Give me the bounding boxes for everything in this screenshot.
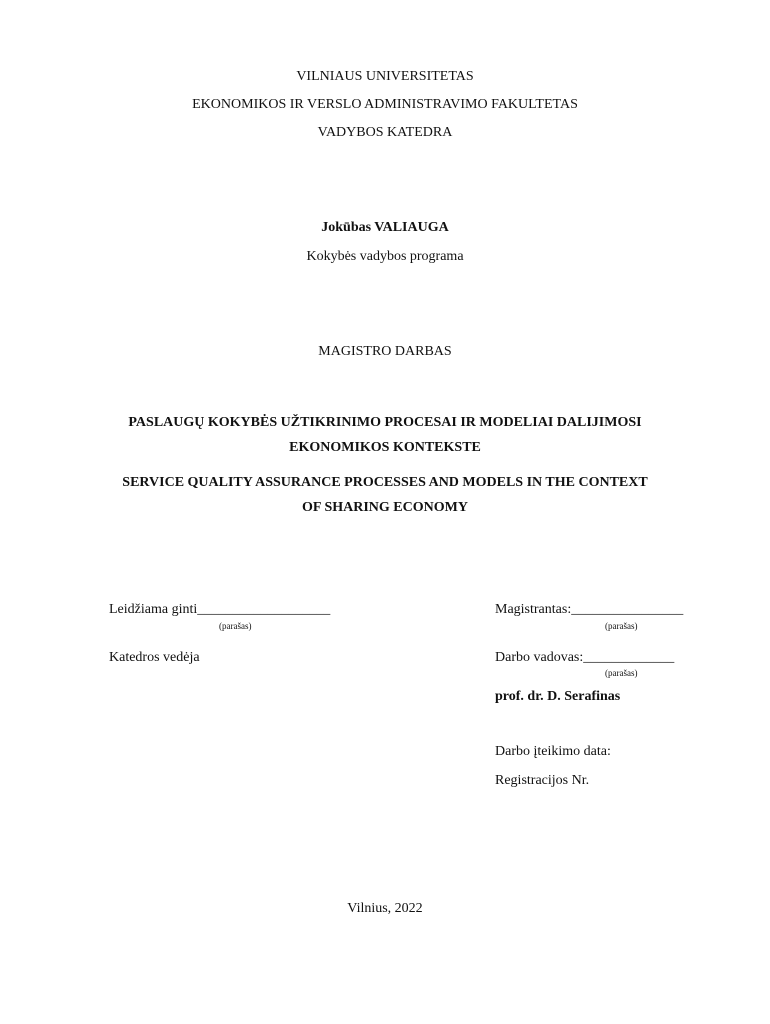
thesis-title-lt-line2: EKONOMIKOS KONTEKSTE	[289, 440, 481, 455]
allow-defend-signature-caption: (parašas)	[219, 621, 252, 631]
supervisor-name: prof. dr. D. Serafinas	[495, 689, 621, 704]
department-name: VADYBOS KATEDRA	[317, 125, 453, 140]
student-signature-caption: (parašas)	[605, 621, 638, 631]
supervisor-signature-line: Darbo vadovas:_____________	[495, 650, 675, 665]
submission-date-label: Darbo įteikimo data:	[495, 744, 611, 759]
study-program: Kokybės vadybos programa	[306, 249, 464, 264]
thesis-title-en-line2: OF SHARING ECONOMY	[302, 500, 468, 515]
student-signature-line: Magistrantas:________________	[495, 602, 684, 617]
author-name: Jokūbas VALIAUGA	[321, 220, 449, 235]
place-and-year: Vilnius, 2022	[347, 901, 423, 916]
thesis-title-en-line1: SERVICE QUALITY ASSURANCE PROCESSES AND MODELS IN THE CONTEXT	[122, 475, 648, 490]
head-of-department-label: Katedros vedėja	[109, 650, 200, 665]
registration-number-label: Registracijos Nr.	[495, 773, 590, 788]
university-name: VILNIAUS UNIVERSITETAS	[296, 69, 474, 84]
allow-defend-signature-line: Leidžiama ginti___________________	[109, 602, 331, 617]
work-type: MAGISTRO DARBAS	[318, 344, 452, 359]
faculty-name: EKONOMIKOS IR VERSLO ADMINISTRAVIMO FAKULTETAS	[192, 97, 578, 112]
supervisor-signature-caption: (parašas)	[605, 668, 638, 678]
thesis-title-lt-line1: PASLAUGŲ KOKYBĖS UŽTIKRINIMO PROCESAI IR MODELIAI DALIJIMOSI	[128, 415, 642, 430]
